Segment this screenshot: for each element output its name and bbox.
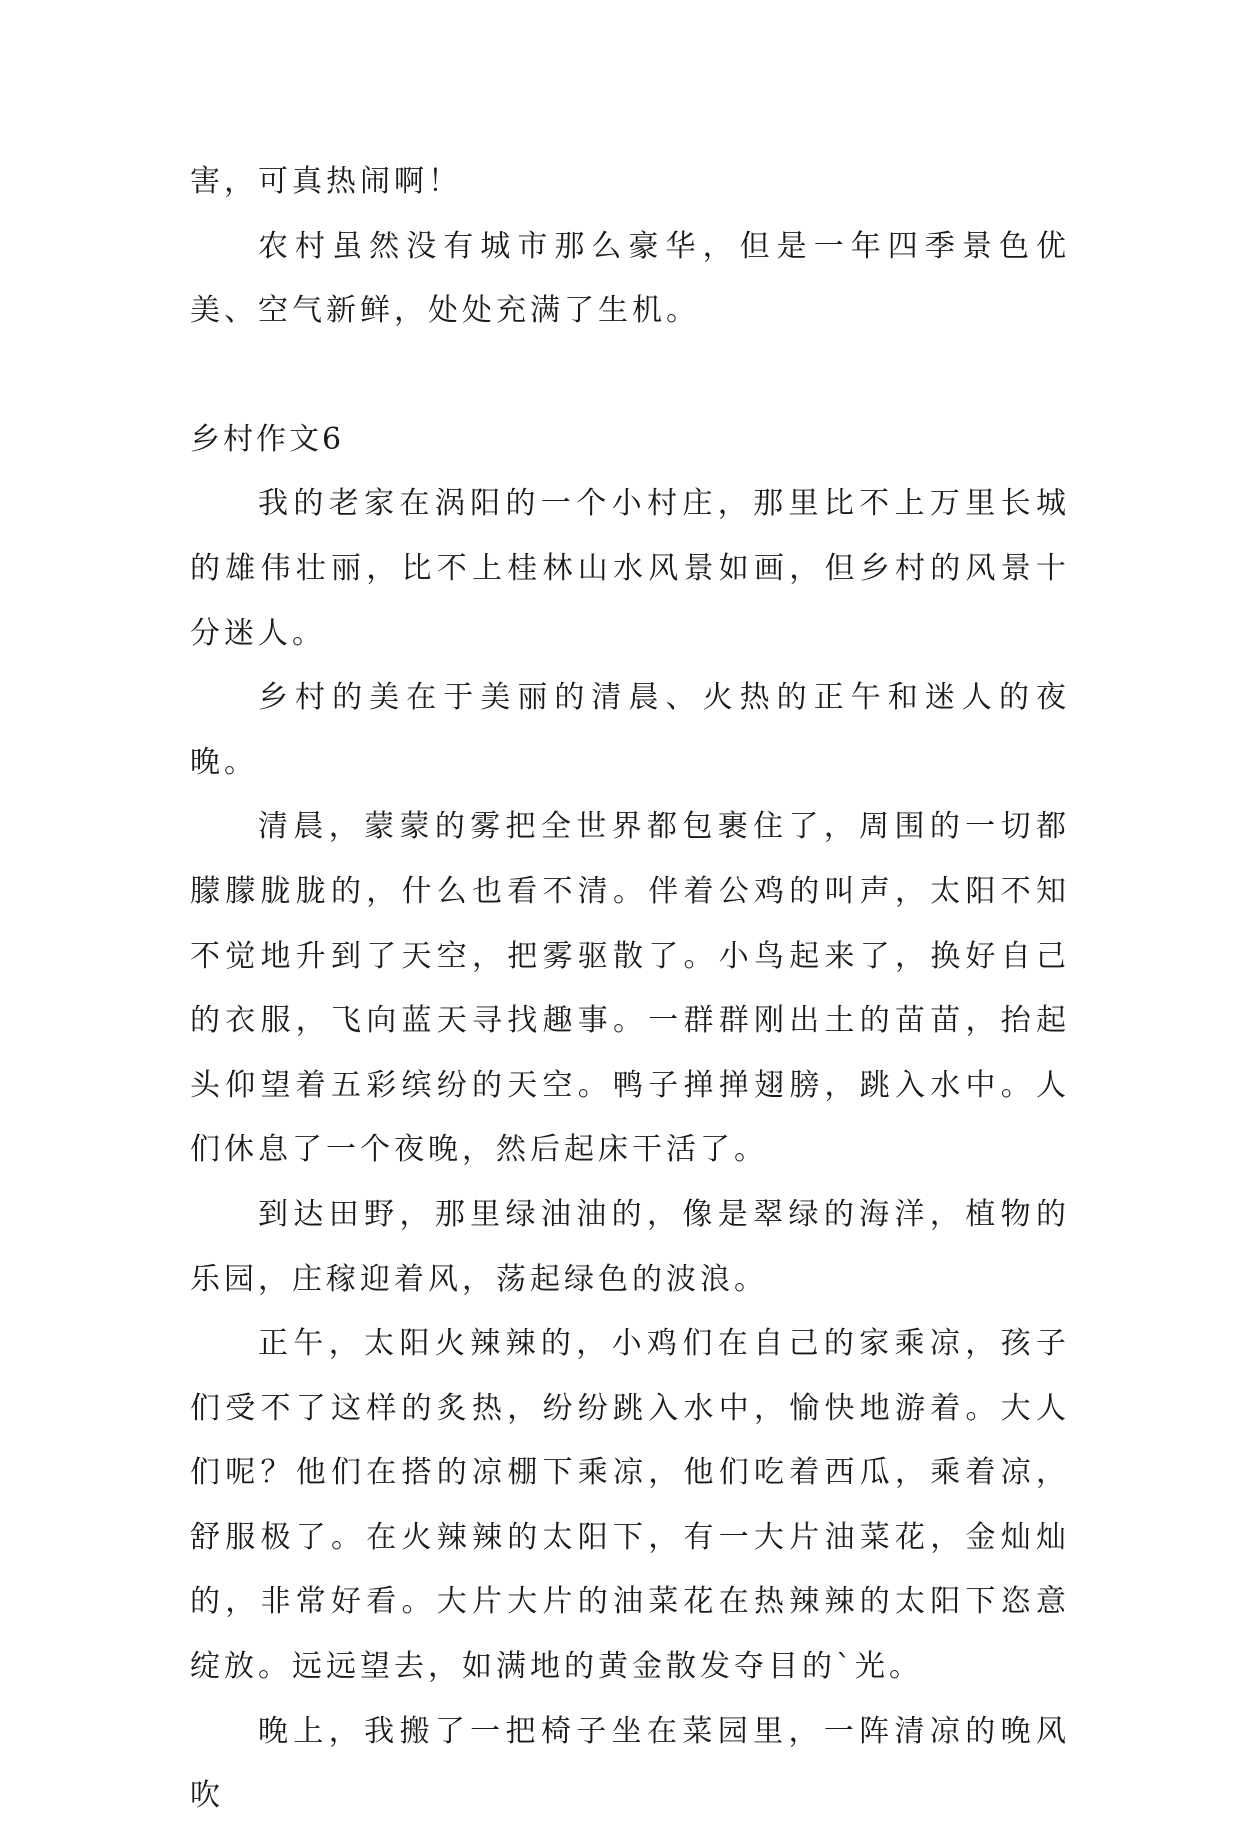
paragraph-evening: 晚上，我搬了一把椅子坐在菜园里，一阵清凉的晚风吹 [190, 1713, 1070, 1814]
paragraph-hometown: 我的老家在涡阳的一个小村庄，那里比不上万里长城的雄伟壮丽，比不上桂林山水风景如画，但乡村的风景十分迷人。 [190, 486, 1070, 651]
document-body [190, 150, 1070, 1829]
paragraph-fields: 到达田野，那里绿油油的，像是翠绿的海洋，植物的乐园，庄稼迎着风，荡起绿色的波浪。 [190, 1196, 1070, 1297]
section-title: 乡村作文6 [190, 421, 345, 457]
paragraph-continued: 害，可真热闹啊！ [190, 164, 462, 199]
paragraph-beauty: 乡村的美在于美丽的清晨、火热的正午和迷人的夜晚。 [190, 680, 1070, 780]
paragraph-noon: 正午，太阳火辣辣的，小鸡们在自己的家乘凉，孩子们受不了这样的炙热，纷纷跳入水中，愉快地游着。大人们呢？他们在搭的凉棚下乘凉，他们吃着西瓜，乘着凉，舒服极了。在火辣辣的太阳下，有一大片油菜花，金灿灿的，非常好看。大片大片的油菜花在热辣辣的太阳下恣意绽放。远远望去，如满地的黄金散发夺目的`光。 [190, 1326, 1070, 1685]
paragraph-rural-summary: 农村虽然没有城市那么豪华，但是一年四季景色优美、空气新鲜，处处充满了生机。 [190, 228, 1070, 329]
paragraph-morning: 清晨，蒙蒙的雾把全世界都包裹住了，周围的一切都朦朦胧胧的，什么也看不清。伴着公鸡的叫声，太阳不知不觉地升到了天空，把雾驱散了。小鸟起来了，换好自己的衣服，飞向蓝天寻找趣事。一群群刚出土的苗苗，抬起头仰望着五彩缤纷的天空。鸭子掸掸翅膀，跳入水中。人们休息了一个夜晚，然后起床干活了。 [190, 809, 1070, 1168]
